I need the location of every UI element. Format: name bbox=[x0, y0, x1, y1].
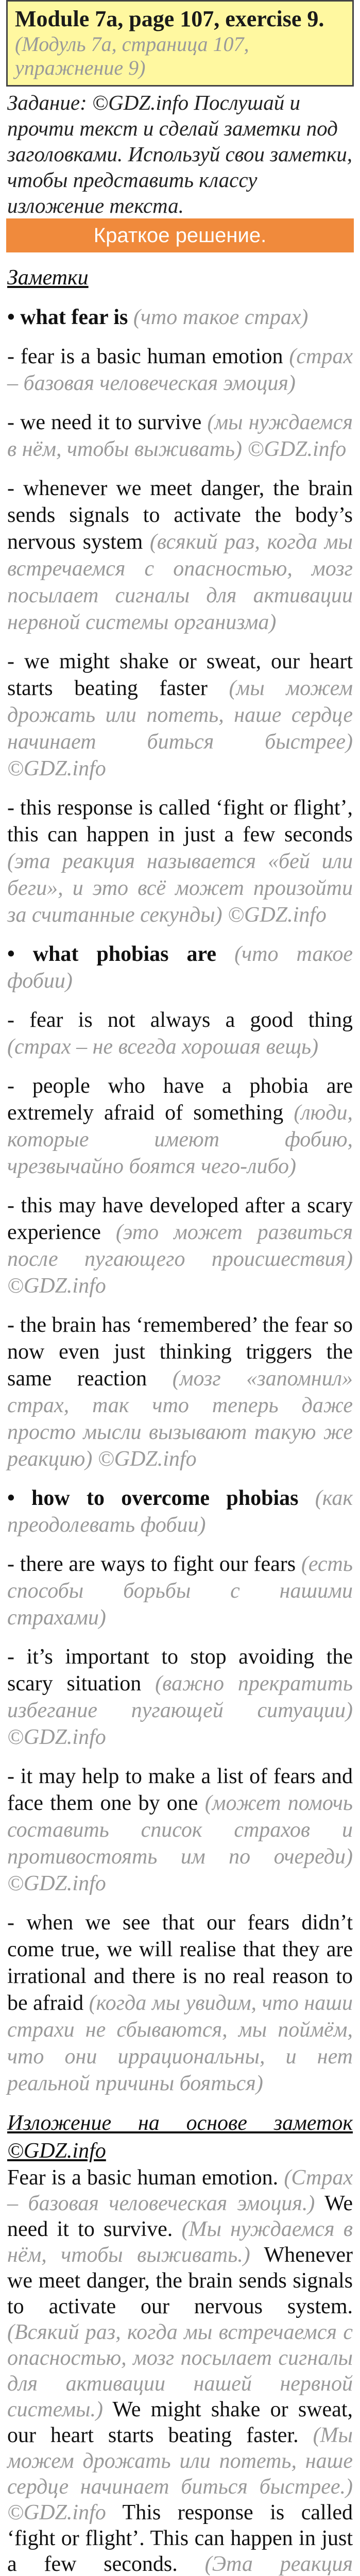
essay-sentence: Fear is a basic human emotion. bbox=[7, 2166, 279, 2190]
note-translation: (что такое фобии) bbox=[7, 942, 353, 993]
notes-heading bbox=[0, 941, 360, 994]
note-english: - this response is called ‘fight or flight’, this can happen in just a few seconds bbox=[7, 796, 353, 846]
essay-sentence: Whenever we meet danger, the brain sends signals to activate our nervous system. bbox=[7, 2243, 353, 2318]
essay-body bbox=[0, 2165, 360, 2576]
note-item bbox=[0, 794, 360, 928]
note-translation: (важно прекратить избегание пугающей ситуации) ©GDZ.info bbox=[7, 1672, 353, 1749]
note-english: - we need it to survive bbox=[7, 411, 202, 434]
note-english: - whenever we meet danger, the brain sends signals to activate the body’s nervous system bbox=[7, 477, 353, 554]
note-english: - the brain has ‘remembered’ the fear so now even just thinking triggers the same reaction bbox=[7, 1313, 353, 1391]
solution-banner: Краткое решение. bbox=[6, 218, 354, 252]
essay-paragraph bbox=[0, 2165, 360, 2576]
notes-label: Заметки bbox=[7, 266, 89, 290]
task-text: Задание: ©GDZ.info Послушай и прочти текст и сделай заметки под заголовками. Используй свои заметки, чтобы представить классу изложение текста. bbox=[7, 91, 353, 217]
exercise-header bbox=[6, 0, 354, 87]
note-english: - we might shake or sweat, our heart starts beating faster bbox=[7, 650, 353, 700]
essay-translation: (Эта реакция bbox=[204, 2552, 353, 2576]
note-english: • what fear is bbox=[7, 306, 128, 329]
note-item bbox=[0, 1073, 360, 1180]
note-item bbox=[0, 343, 360, 397]
note-translation: (может помочь составить список страхов и противостоять им по очереди) ©GDZ.info bbox=[7, 1791, 353, 1895]
note-item bbox=[0, 1192, 360, 1299]
note-english: - people who have a phobia are extremely afraid of something bbox=[7, 1074, 353, 1125]
essay-translation: (Страх – базовая человеческая эмоция.) bbox=[7, 2166, 353, 2215]
notes-heading bbox=[0, 1485, 360, 1538]
essay-translation: (Всякий раз, когда мы встречаемся с опасностью, мозг посылает сигналы для активации нашей нервной системы.) bbox=[7, 2320, 353, 2421]
note-translation: (есть способы борьбы с нашими страхами) bbox=[7, 1552, 353, 1630]
note-item bbox=[0, 1312, 360, 1472]
note-english: - when we see that our fears didn’t come true, we will realise that they are irrational and there is no real reason to be afraid bbox=[7, 1911, 353, 2015]
note-translation: (что такое страх) bbox=[133, 306, 308, 329]
note-translation: (мозг «запомнил» страх, так что теперь даже просто мысли вызывают такую же реакцию) ©GDZ.info bbox=[7, 1367, 353, 1471]
note-item bbox=[0, 1643, 360, 1751]
note-english: • what phobias are bbox=[7, 942, 217, 966]
note-translation: (эта реакция называется «бей или беги», и это всё может произойти за считанные секунды) ©GDZ.info bbox=[7, 850, 353, 927]
note-translation: (люди, которые имеют фобию, чрезвычайно боятся чего-либо) bbox=[7, 1101, 353, 1178]
exercise-title: Module 7a, page 107, exercise 9. bbox=[15, 6, 324, 31]
note-english: - it’s important to stop avoiding the scary situation bbox=[7, 1645, 353, 1696]
exercise-subtitle: (Модуль 7а, страница 107, упражнение 9) bbox=[15, 32, 249, 79]
note-item bbox=[0, 1551, 360, 1631]
note-english: - this may have developed after a scary experience bbox=[7, 1194, 353, 1244]
note-translation: (страх – не всегда хорошая вещь) bbox=[7, 1035, 319, 1059]
notes-heading bbox=[0, 304, 360, 331]
essay-translation: (Мы можем дрожать или потеть, наше сердце начинает биться быстрее.) ©GDZ.info bbox=[7, 2424, 353, 2524]
note-translation: (страх – базовая человеческая эмоция) bbox=[7, 345, 353, 395]
note-item bbox=[0, 409, 360, 463]
notes-list bbox=[0, 304, 360, 2097]
essay-translation: (Мы нуждаемся в нём, чтобы выживать.) bbox=[7, 2217, 353, 2267]
essay-label: Изложение на основе заметок ©GDZ.info bbox=[7, 2111, 353, 2163]
note-translation: (как преодолевать фобии) bbox=[7, 1486, 353, 1537]
note-item bbox=[0, 475, 360, 636]
essay-sentence: We need it to survive. bbox=[7, 2192, 353, 2241]
note-english: - it may help to make a list of fears and face them one by one bbox=[7, 1765, 353, 1815]
note-translation: (когда мы увидим, что наши страхи не сбываются, мы поймём, что они иррациональны, и нет реальной причины бояться) bbox=[7, 1991, 353, 2095]
note-translation: (это может развиться после пугающего происшествия) ©GDZ.info bbox=[7, 1221, 353, 1298]
note-english: - there are ways to fight our fears bbox=[7, 1552, 296, 1576]
note-item bbox=[0, 1007, 360, 1060]
note-translation: (мы нуждаемся в нём, чтобы выживать) ©GDZ.info bbox=[7, 411, 353, 461]
note-english: - fear is a basic human emotion bbox=[7, 345, 283, 368]
note-item bbox=[0, 1763, 360, 1897]
note-translation: (мы можем дрожать или потеть, наше сердце начинает биться быстрее) ©GDZ.info bbox=[7, 676, 353, 781]
note-english: - fear is not always a good thing bbox=[7, 1008, 353, 1032]
essay-sentence: We might shake or sweat, our heart starts beating faster. bbox=[7, 2398, 353, 2447]
note-translation: (всякий раз, когда мы встречаемся с опасностью, мозг посылает сигналы для активации нервной системы организма) bbox=[7, 530, 353, 634]
note-english: • how to overcome phobias bbox=[7, 1486, 299, 1510]
essay-sentence: This response is called ‘fight or flight’. This can happen in just a few seconds. bbox=[7, 2501, 353, 2576]
note-item bbox=[0, 1909, 360, 2097]
note-item bbox=[0, 648, 360, 782]
